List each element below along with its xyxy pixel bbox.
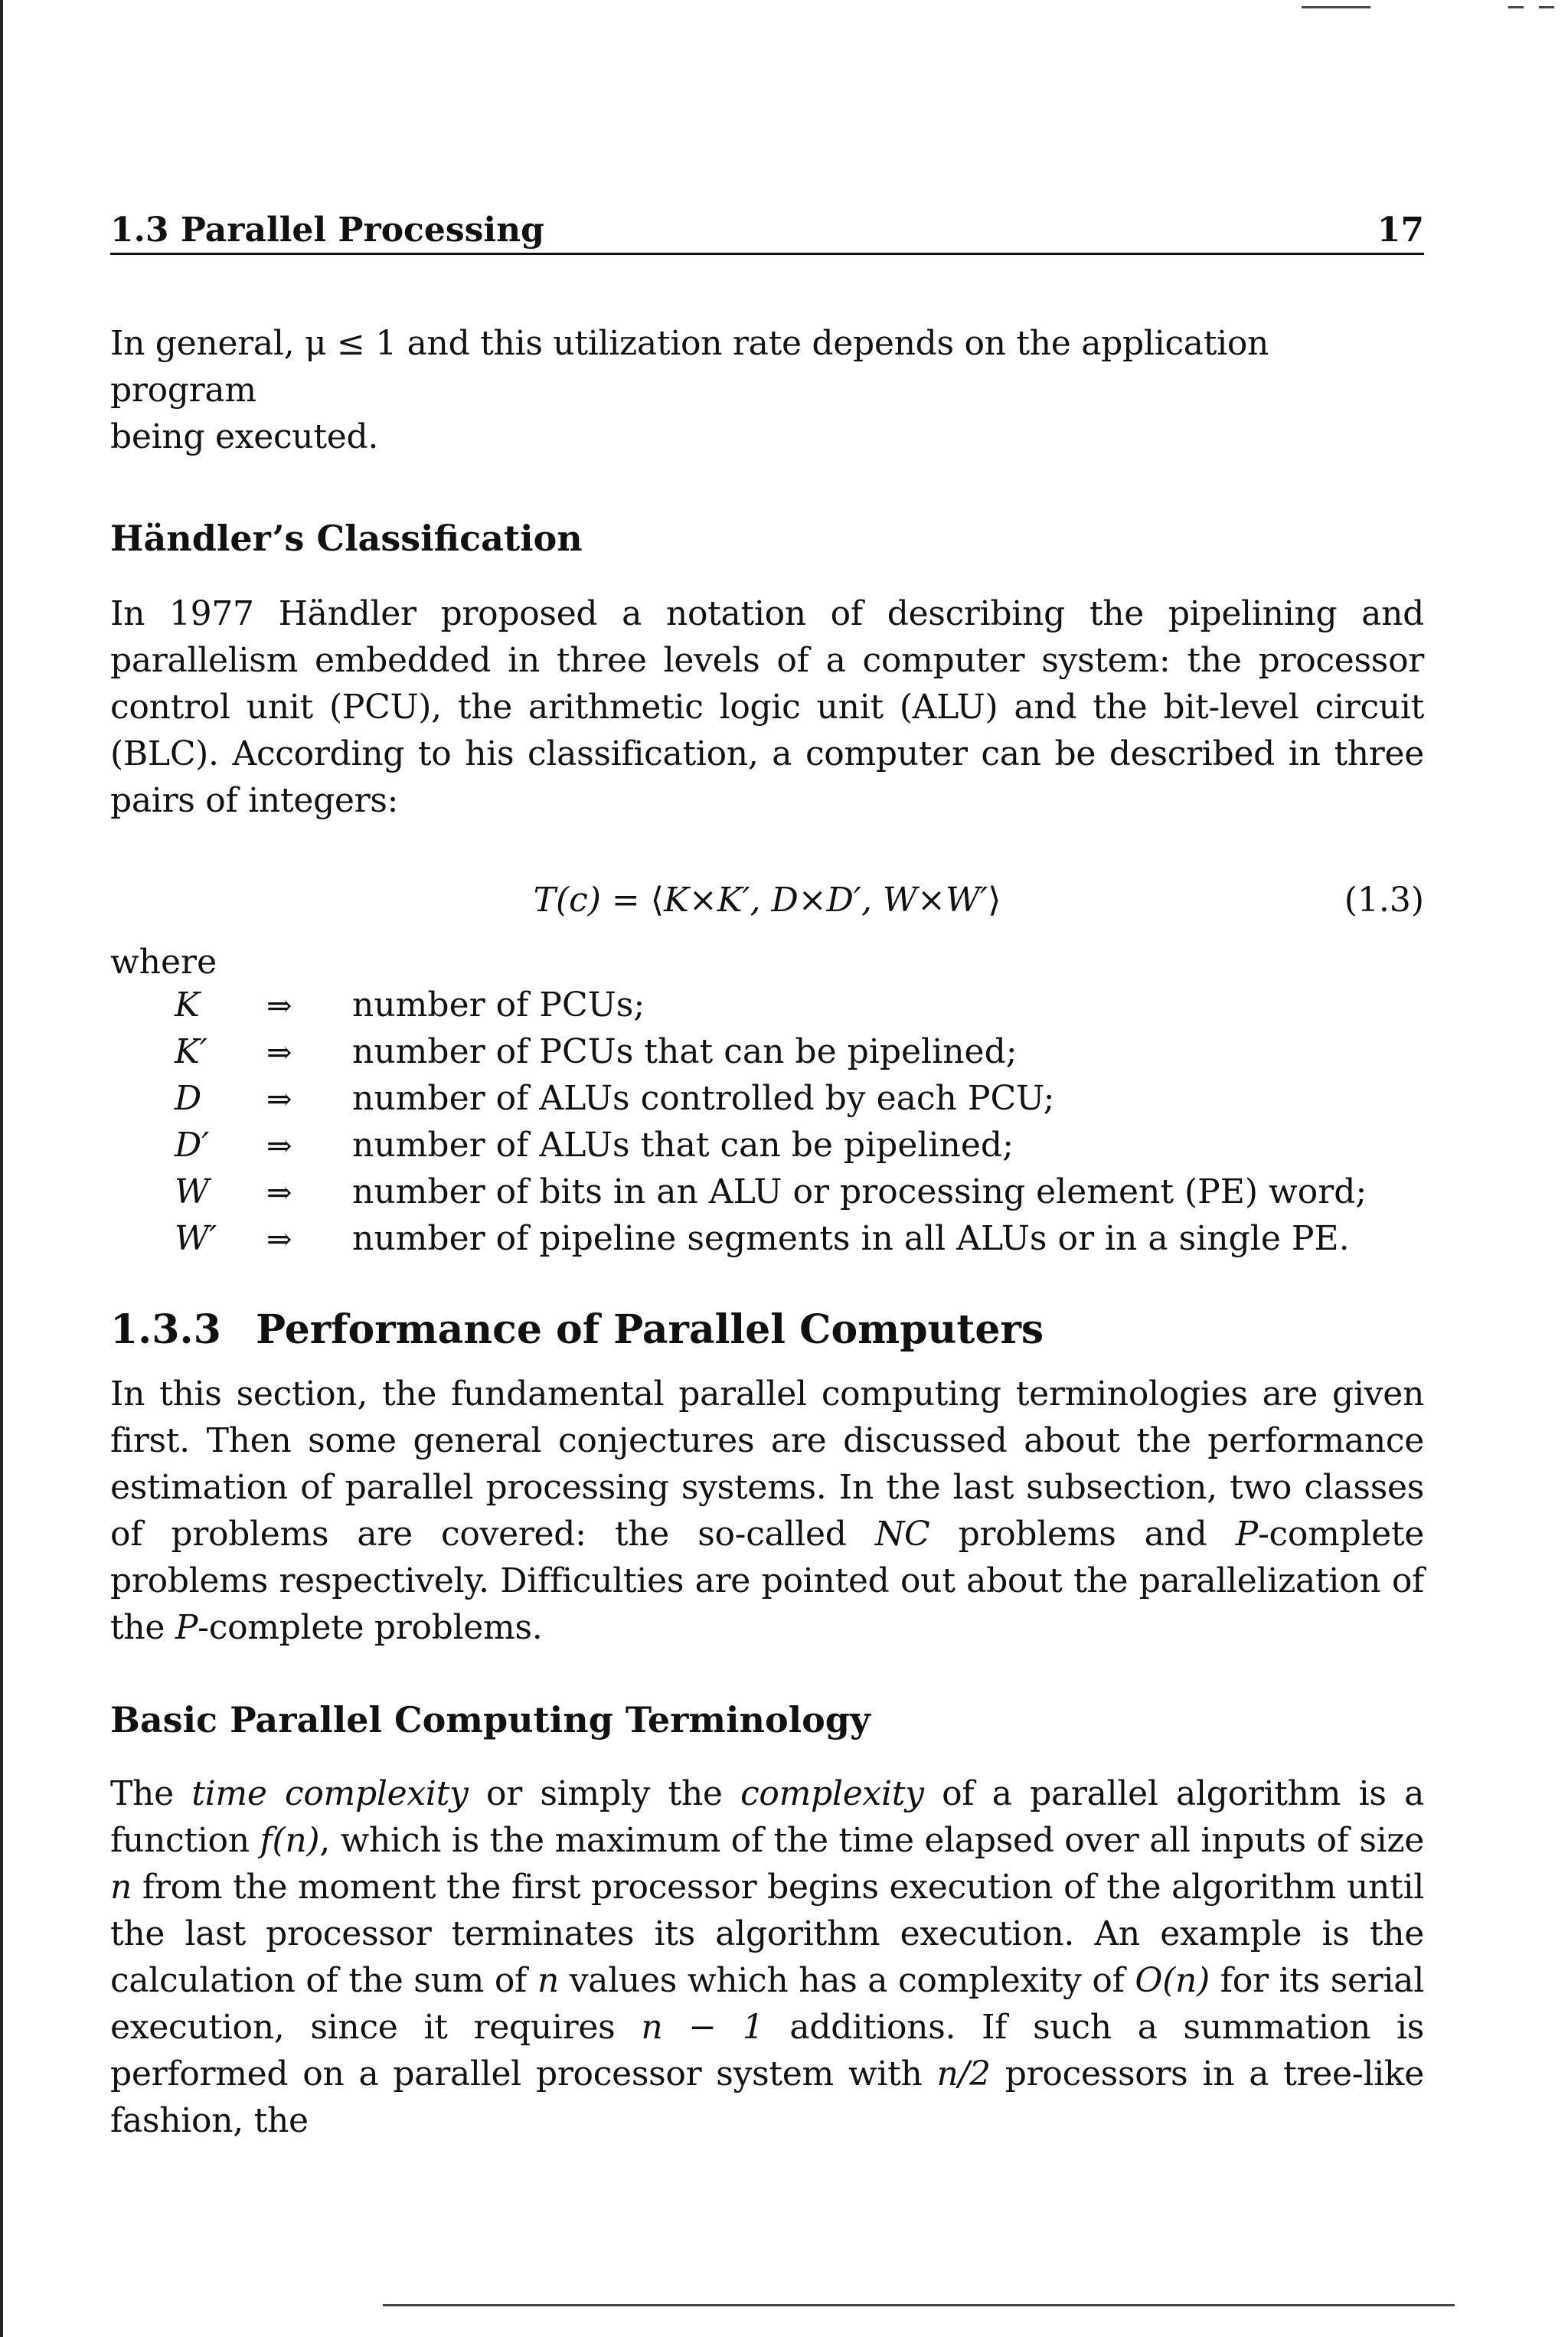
equation-lhs: T(c) = — [533, 881, 651, 920]
terminology-heading: Basic Parallel Computing Terminology — [110, 1699, 871, 1740]
terminology-paragraph — [110, 1770, 1424, 2144]
performance-paragraph — [110, 1371, 1424, 1651]
paragraph-text: In this section, the fundamental parallel computing terminologies are given first. Then some general conjectures are discussed about the performance estimation of parallel processing systems. In the last subsection, two classes of problems are covered: the so-called — [110, 1374, 1424, 1554]
definition-symbol: K — [175, 985, 200, 1025]
running-header — [110, 205, 1424, 255]
paragraph-text: -complete problems. — [198, 1608, 543, 1647]
where-label: where — [110, 943, 217, 982]
implies-arrow-icon: ⇒ — [266, 1082, 292, 1117]
definition-symbol: D′ — [175, 1126, 210, 1165]
paragraph-text: for its serial execution, since it requires — [110, 1961, 1424, 2047]
definition-symbol: D — [175, 1079, 202, 1118]
intro-line-2: being executed. — [110, 417, 379, 456]
paragraph-text: or simply the — [468, 1774, 741, 1813]
paragraph-text: values which has a complexity of — [558, 1961, 1135, 2000]
paragraph-text: problems and — [929, 1515, 1236, 1554]
handler-heading: Händler’s Classification — [110, 518, 583, 559]
definition-text: number of PCUs; — [352, 985, 645, 1025]
definition-text: number of ALUs that can be pipelined; — [352, 1126, 1014, 1165]
section-title: Performance of Parallel Computers — [256, 1306, 1044, 1353]
section-heading-1-3-3 — [110, 1305, 1424, 1355]
implies-arrow-icon: ⇒ — [266, 1222, 292, 1257]
definition-text: number of PCUs that can be pipelined; — [352, 1032, 1018, 1071]
paragraph-text: of a parallel algorithm is a function — [110, 1774, 1425, 1860]
definition-row — [175, 982, 1424, 1028]
math-fn: f(n) — [260, 1821, 320, 1860]
paragraph-text: , which is the maximum of the time elapsed over all inputs of size — [319, 1821, 1424, 1860]
definition-row — [175, 1168, 1424, 1215]
paragraph-text: additions. If such a summation is performed on a parallel processor system with — [110, 2008, 1424, 2093]
math-big-o: O(n) — [1135, 1961, 1210, 2000]
paragraph-text: The — [110, 1774, 192, 1813]
definition-symbol: W′ — [175, 1219, 217, 1258]
scan-mark-bottom — [383, 2304, 1455, 2306]
math-n-half: n/2 — [936, 2054, 991, 2093]
page-content — [110, 320, 1424, 2144]
implies-arrow-icon: ⇒ — [266, 989, 292, 1024]
paragraph-text: -complete problems respectively. Difficulties are pointed out about the parallelization of the — [110, 1515, 1425, 1647]
equation-close-bracket: ⟩ — [988, 881, 1001, 920]
definition-row — [175, 1215, 1424, 1262]
definition-text: number of pipeline segments in all ALUs or in a single PE. — [352, 1219, 1350, 1258]
definition-list — [175, 982, 1424, 1262]
handler-paragraph: In 1977 Händler proposed a notation of describing the pipelining and parallelism embedded in three levels of a computer system: the processor control unit (PCU), the arithmetic logic unit (ALU) and the bit-level circuit (BLC). According to his classification, a computer can be described in three pairs of integers: — [110, 594, 1424, 820]
implies-arrow-icon: ⇒ — [266, 1035, 292, 1070]
section-number: 1.3.3 — [110, 1306, 221, 1353]
equation-formula — [110, 876, 1424, 925]
math-n-minus-1: n − 1 — [641, 2008, 764, 2047]
definition-text: number of bits in an ALU or processing element (PE) word; — [352, 1172, 1367, 1211]
p-term: P — [1235, 1515, 1258, 1554]
paragraph-text: processors in a tree-like fashion, the — [110, 2054, 1424, 2140]
math-n: n — [110, 1868, 132, 1907]
definition-row — [175, 1122, 1424, 1168]
scan-mark-top — [1539, 6, 1554, 8]
definition-row — [175, 1075, 1424, 1122]
equation-body: K×K′, D×D′, W×W′ — [663, 881, 988, 920]
definition-symbol: W — [175, 1172, 210, 1211]
intro-paragraph — [110, 320, 1424, 460]
p-term: P — [175, 1608, 198, 1647]
paragraph-text: from the moment the first processor begins execution of the algorithm until the last processor terminates its algorithm execution. An example is the calculation of the sum of — [110, 1868, 1424, 2000]
implies-arrow-icon: ⇒ — [266, 1175, 292, 1211]
time-complexity-term: time complexity — [191, 1774, 469, 1813]
implies-arrow-icon: ⇒ — [266, 1129, 292, 1164]
definition-text: number of ALUs controlled by each PCU; — [352, 1079, 1055, 1118]
definition-row — [175, 1028, 1424, 1075]
intro-line-1: In general, μ ≤ 1 and this utilization rate depends on the application program — [110, 324, 1269, 410]
scan-edge-left — [0, 0, 3, 2337]
equation-open-bracket: ⟨ — [650, 881, 664, 920]
nc-term: NC — [874, 1515, 930, 1554]
equation-1-3 — [110, 876, 1424, 925]
definition-symbol: K′ — [175, 1032, 207, 1071]
complexity-term: complexity — [740, 1774, 924, 1813]
running-header-title: 1.3 Parallel Processing — [110, 211, 544, 250]
scan-mark-top — [1508, 6, 1524, 8]
math-n: n — [537, 1961, 559, 2000]
page-number: 17 — [1377, 211, 1424, 250]
scan-mark-top — [1302, 6, 1370, 8]
equation-number: (1.3) — [1344, 881, 1424, 920]
